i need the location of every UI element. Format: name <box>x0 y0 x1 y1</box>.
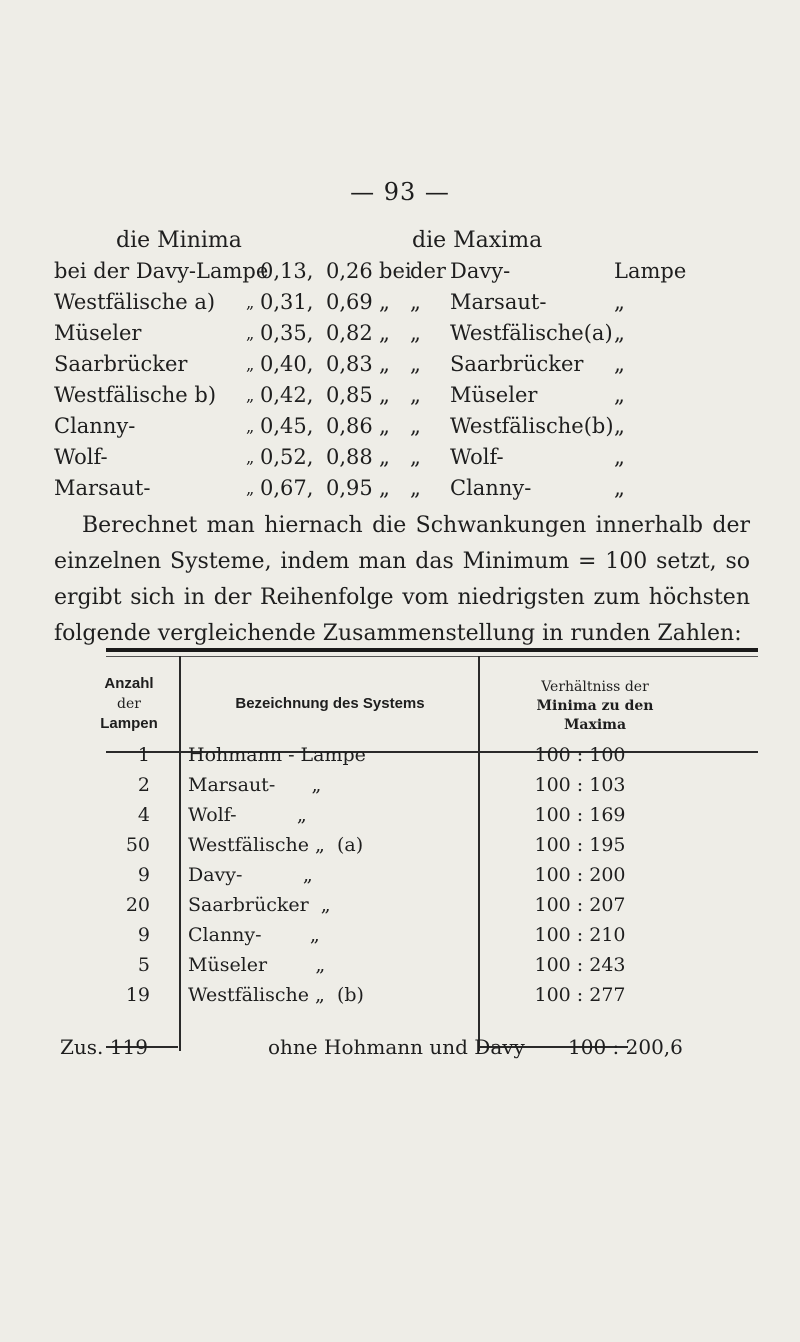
cell-count: 4 <box>137 804 150 826</box>
summary-note: ohne Hohmann und Davy <box>268 1035 525 1059</box>
minmax-der: „ <box>410 321 421 345</box>
table-row <box>54 894 766 924</box>
table-row <box>54 804 766 834</box>
cell-name: Hohmann - Lampe <box>188 744 366 766</box>
cell-ratio: 100 : 195 <box>534 834 626 856</box>
table-row <box>54 954 766 984</box>
minmax-bei: „ <box>379 383 390 407</box>
cell-count: 9 <box>137 864 150 886</box>
table-body <box>54 744 766 1014</box>
table-top-rule-thin <box>106 656 758 657</box>
table-top-rule <box>106 648 758 652</box>
minmax-max: 0,88 <box>326 445 373 469</box>
minmax-d1: „ <box>246 293 255 312</box>
minmax-left: Marsaut- <box>54 476 151 500</box>
minmax-right: Wolf- <box>450 445 504 469</box>
minmax-der: „ <box>410 383 421 407</box>
minmax-min: 0,35, <box>260 321 314 345</box>
header-ratio <box>480 678 710 735</box>
minmax-left: bei der Davy-Lampe <box>54 259 269 283</box>
minmax-min: 0,31, <box>260 290 314 314</box>
minmax-max: 0,95 <box>326 476 373 500</box>
minmax-min: 0,42, <box>260 383 314 407</box>
header-count-line2: der <box>117 696 141 712</box>
cell-name: Müseler „ <box>188 954 326 976</box>
cell-count: 9 <box>137 924 150 946</box>
minmax-max: 0,69 <box>326 290 373 314</box>
cell-ratio: 100 : 277 <box>534 984 626 1006</box>
minmax-der: „ <box>410 414 421 438</box>
cell-name: Marsaut- „ <box>188 774 322 796</box>
minmax-bei: „ <box>379 476 390 500</box>
minmax-lampe: „ <box>614 321 625 345</box>
minmax-d1: „ <box>246 448 255 467</box>
minmax-min: 0,13, <box>260 259 314 283</box>
minmax-max: 0,82 <box>326 321 373 345</box>
minmax-lampe: „ <box>614 352 625 376</box>
cell-count: 5 <box>137 954 150 976</box>
minmax-right: Davy- <box>450 259 511 283</box>
header-count <box>74 674 184 734</box>
minmax-der: „ <box>410 445 421 469</box>
minmax-der: „ <box>410 476 421 500</box>
minmax-min: 0,45, <box>260 414 314 438</box>
minmax-d1: „ <box>246 355 255 374</box>
header-ratio-line1: Verhältniss der <box>541 679 649 695</box>
minmax-der: der <box>410 259 446 283</box>
summary-total: Zus. 119 <box>60 1035 148 1059</box>
page-number: — 93 — <box>350 178 450 206</box>
minmax-d1: „ <box>246 324 255 343</box>
table-row <box>54 834 766 864</box>
cell-ratio: 100 : 207 <box>534 894 626 916</box>
minmax-min: 0,52, <box>260 445 314 469</box>
cell-ratio: 100 : 200 <box>534 864 626 886</box>
minmax-bei: „ <box>379 321 390 345</box>
minmax-bei: bei <box>379 259 412 283</box>
minmax-right: Clanny- <box>450 476 532 500</box>
minmax-right: Westfälische(a) <box>450 321 613 345</box>
cell-count: 1 <box>137 744 150 766</box>
minmax-min: 0,40, <box>260 352 314 376</box>
cell-ratio: 100 : 100 <box>534 744 626 766</box>
summary-ratio: 100 : 200,6 <box>568 1035 683 1059</box>
minmax-d1: „ <box>246 479 255 498</box>
minmax-right: Müseler <box>450 383 538 407</box>
header-ratio-line3: Maxima <box>563 717 627 733</box>
cell-count: 2 <box>137 774 150 796</box>
table-row <box>54 774 766 804</box>
cell-name: Clanny- „ <box>188 924 320 946</box>
minmax-left: Saarbrücker <box>54 352 188 376</box>
header-name: Bezeichnung des Systems <box>235 695 425 712</box>
cell-ratio: 100 : 169 <box>534 804 626 826</box>
body-paragraph <box>54 508 750 652</box>
cell-ratio: 100 : 243 <box>534 954 626 976</box>
minmax-max: 0,86 <box>326 414 373 438</box>
cell-count: 50 <box>125 834 150 856</box>
minmax-lampe: „ <box>614 414 625 438</box>
minmax-right: Saarbrücker <box>450 352 584 376</box>
minmax-left: Clanny- <box>54 414 136 438</box>
minmax-left: Müseler <box>54 321 142 345</box>
minmax-lampe: Lampe <box>614 259 687 283</box>
cell-name: Westfälische „ (a) <box>188 834 364 856</box>
minmax-bei: „ <box>379 445 390 469</box>
minmax-d1: „ <box>246 417 255 436</box>
header-count-line1: Anzahl <box>104 675 154 692</box>
comparison-table <box>54 648 766 1068</box>
header-count-line3: Lampen <box>100 715 158 732</box>
table-row <box>54 744 766 774</box>
cell-count: 19 <box>125 984 150 1006</box>
minmax-bei: „ <box>379 414 390 438</box>
minmax-lampe: „ <box>614 383 625 407</box>
minmax-left: Wolf- <box>54 445 108 469</box>
cell-ratio: 100 : 103 <box>534 774 626 796</box>
minmax-bei: „ <box>379 290 390 314</box>
minmax-right: Marsaut- <box>450 290 547 314</box>
paragraph-text: Berechnet man hiernach die Schwankungen innerhalb der einzelnen Systeme, indem man das Minimum = 100 setzt, so ergibt sich in der Reihenfolge vom niedrigsten zum höchsten folgende vergleichende Zusammenstellung in runden Zahlen: <box>54 513 750 646</box>
minmax-der: „ <box>410 352 421 376</box>
cell-count: 20 <box>125 894 150 916</box>
table-row <box>54 924 766 954</box>
minmax-max: 0,26 <box>326 259 373 283</box>
minmax-right: Westfälische(b) <box>450 414 614 438</box>
minmax-lampe: „ <box>614 476 625 500</box>
table-row <box>54 984 766 1014</box>
minmax-left: Westfälische b) <box>54 383 217 407</box>
minmax-bei: „ <box>379 352 390 376</box>
cell-name: Wolf- „ <box>188 804 307 826</box>
minmax-der: „ <box>410 290 421 314</box>
minmax-left: Westfälische a) <box>54 290 216 314</box>
cell-name: Davy- „ <box>188 864 313 886</box>
cell-name: Westfälische „ (b) <box>188 984 364 1006</box>
minmax-lampe: „ <box>614 290 625 314</box>
minmax-min: 0,67, <box>260 476 314 500</box>
minmax-max: 0,83 <box>326 352 373 376</box>
header-ratio-line2: Minima zu den <box>536 698 654 714</box>
cell-name: Saarbrücker „ <box>188 894 331 916</box>
table-row <box>54 864 766 894</box>
heading-maxima: die Maxima <box>412 228 543 253</box>
heading-minima: die Minima <box>116 228 242 253</box>
cell-ratio: 100 : 210 <box>534 924 626 946</box>
minmax-max: 0,85 <box>326 383 373 407</box>
minmax-d1: „ <box>246 386 255 405</box>
minmax-lampe: „ <box>614 445 625 469</box>
